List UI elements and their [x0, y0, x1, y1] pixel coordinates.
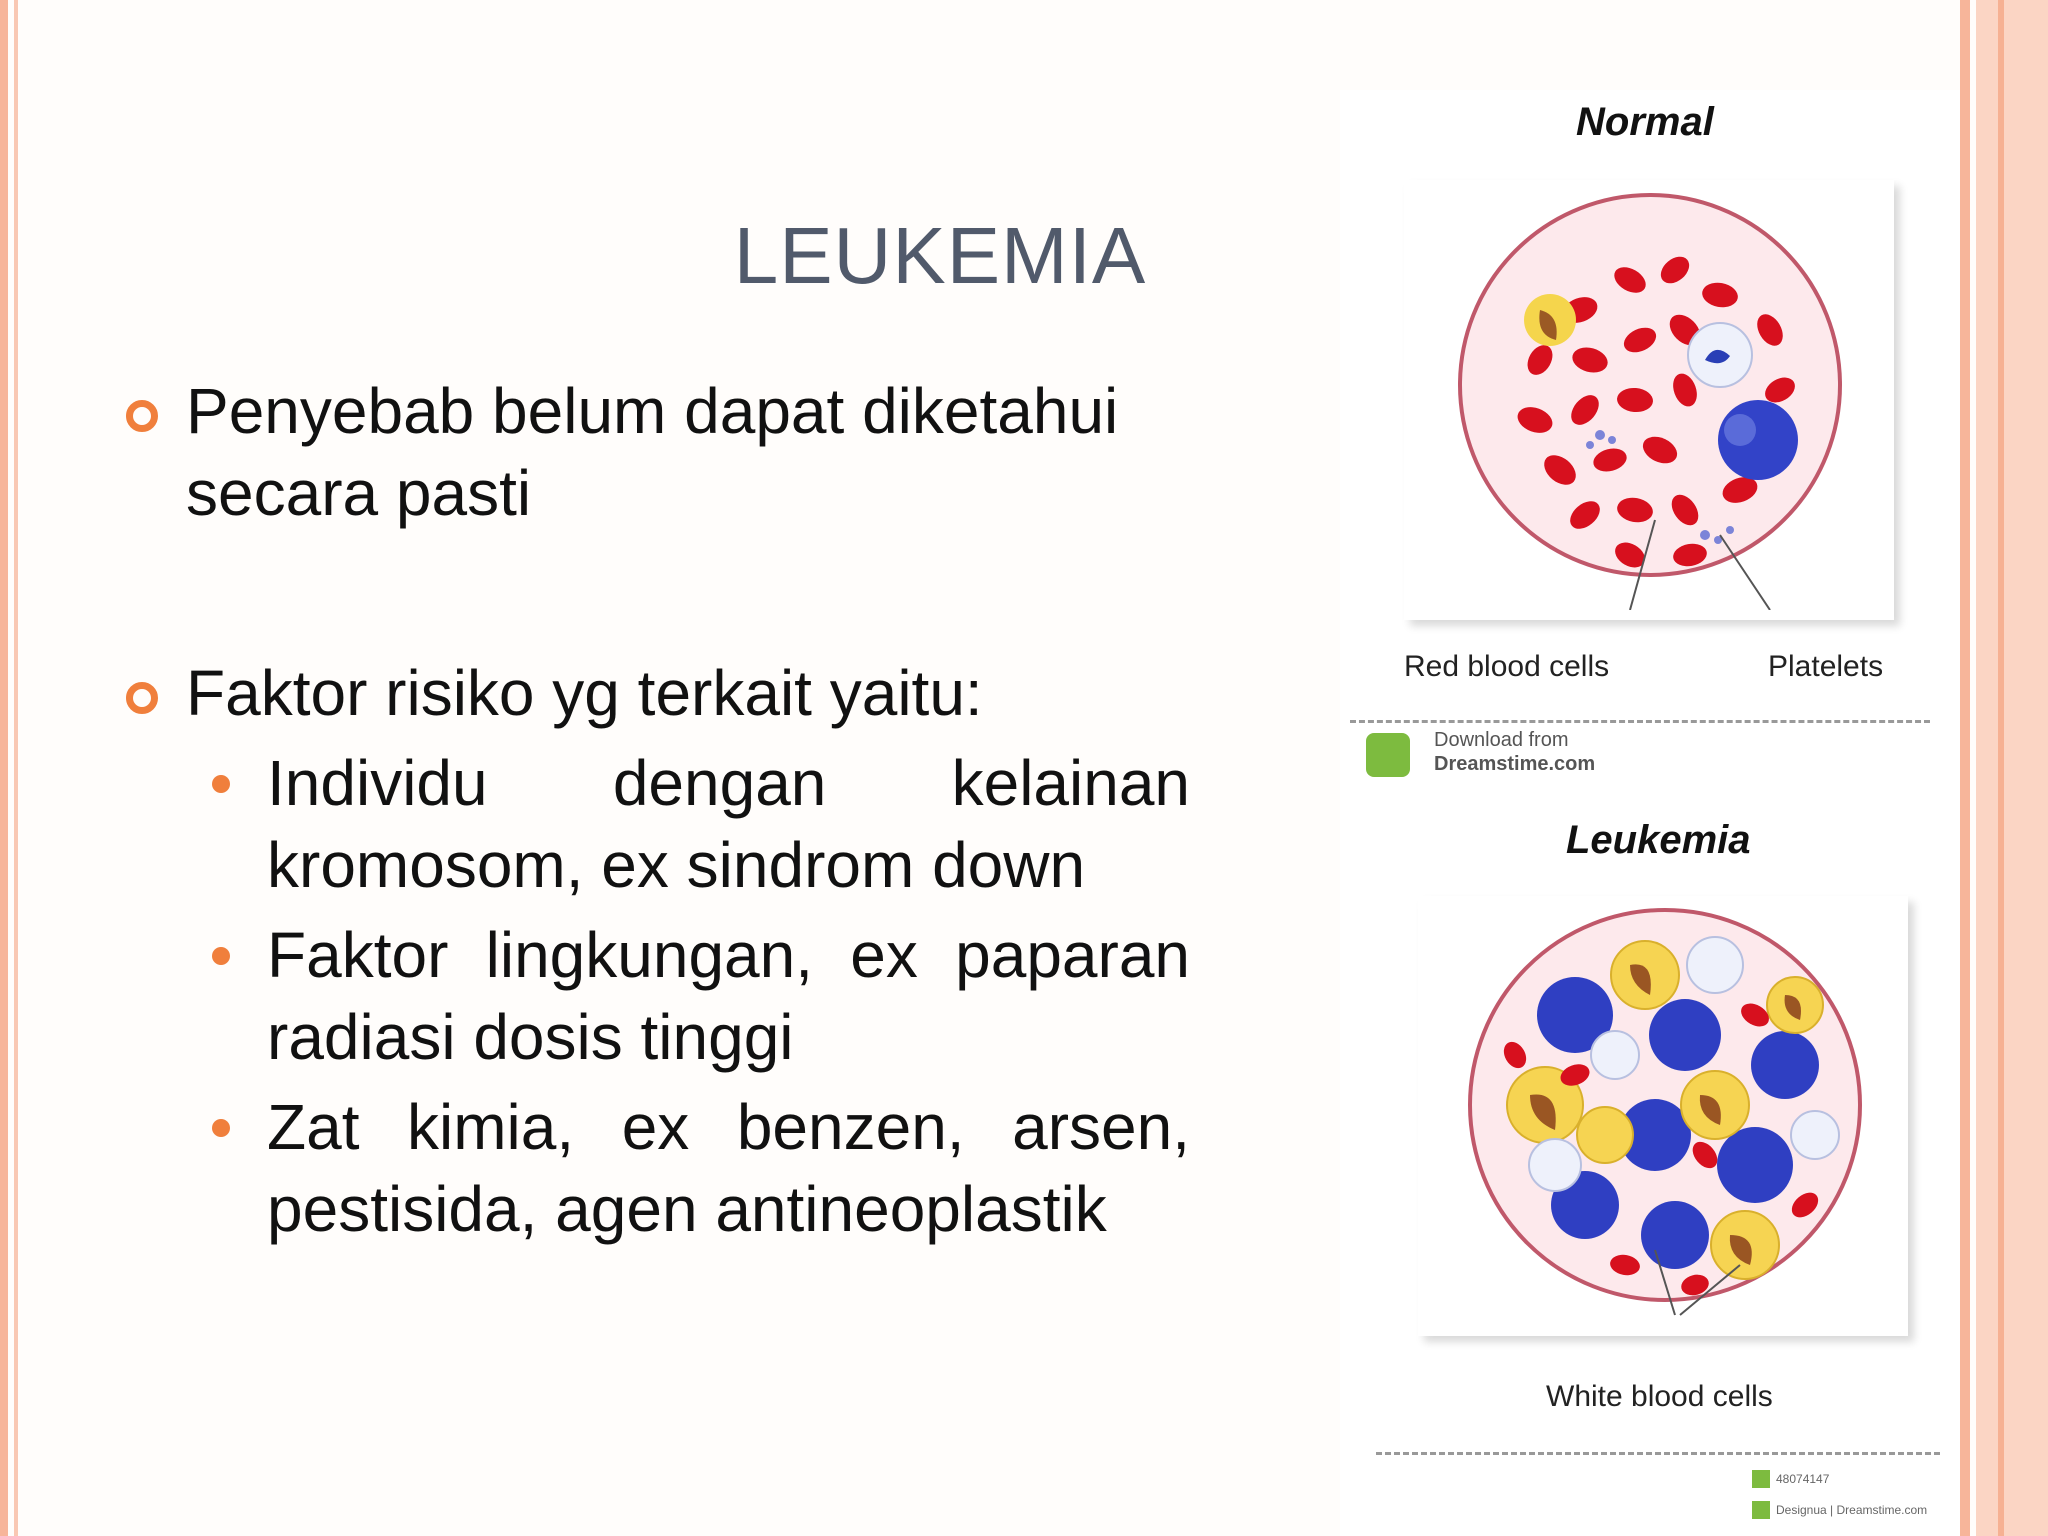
right-frame-band	[1976, 0, 2048, 1536]
label-platelets: Platelets	[1768, 650, 1884, 683]
download-line-1: Download from	[1434, 729, 1569, 751]
id-icon	[1752, 1470, 1770, 1488]
right-frame-line	[1998, 0, 2004, 1536]
bullet-ring-icon	[126, 682, 158, 714]
leukemia-title: Leukemia	[1566, 818, 1751, 862]
bullet-text: Penyebab belum dapat diketahui secara pasti	[186, 375, 1119, 529]
download-line-2: Dreamstime.com	[1434, 753, 1596, 775]
sub-bullet-item	[120, 742, 1190, 906]
bullet-item	[120, 370, 1190, 534]
normal-title: Normal	[1576, 100, 1714, 144]
sub-bullet-item	[120, 1086, 1190, 1250]
bullet-text: Faktor risiko yg terkait yaitu:	[186, 657, 983, 729]
credit-icon	[1752, 1501, 1770, 1519]
bullet-list	[120, 370, 1190, 1250]
sub-bullet-text: Zat kimia, ex benzen, arsen, pestisida, agen antineoplastik	[267, 1091, 1190, 1245]
bullet-ring-icon	[126, 400, 158, 432]
bullet-dot-icon	[212, 775, 230, 793]
blood-cell-illustration	[1340, 90, 1960, 1536]
divider-line-2	[1376, 1452, 1940, 1455]
leukemia-blood-circle	[1455, 905, 1875, 1325]
normal-blood-circle	[1440, 190, 1860, 610]
left-frame-line	[14, 0, 18, 1536]
bullet-dot-icon	[212, 947, 230, 965]
footer-id: 48074147	[1776, 1472, 1830, 1486]
sub-bullet-text: Individu dengan kelainan kromosom, ex sindrom down	[267, 747, 1190, 901]
sub-bullet-text: Faktor lingkungan, ex paparan radiasi dosis tinggi	[267, 919, 1190, 1073]
label-white-blood-cells: White blood cells	[1546, 1380, 1773, 1413]
left-frame-bar	[0, 0, 8, 1536]
divider-line	[1350, 720, 1930, 723]
dreamstime-logo-icon	[1366, 733, 1410, 777]
sub-bullet-item	[120, 914, 1190, 1078]
footer-credit: Designua | Dreamstime.com	[1776, 1503, 1928, 1517]
right-frame-bar	[1960, 0, 1970, 1536]
bullet-item	[120, 652, 1190, 734]
bullet-dot-icon	[212, 1119, 230, 1137]
slide-title: LEUKEMIA	[733, 211, 1147, 300]
label-red-blood-cells: Red blood cells	[1404, 650, 1610, 683]
